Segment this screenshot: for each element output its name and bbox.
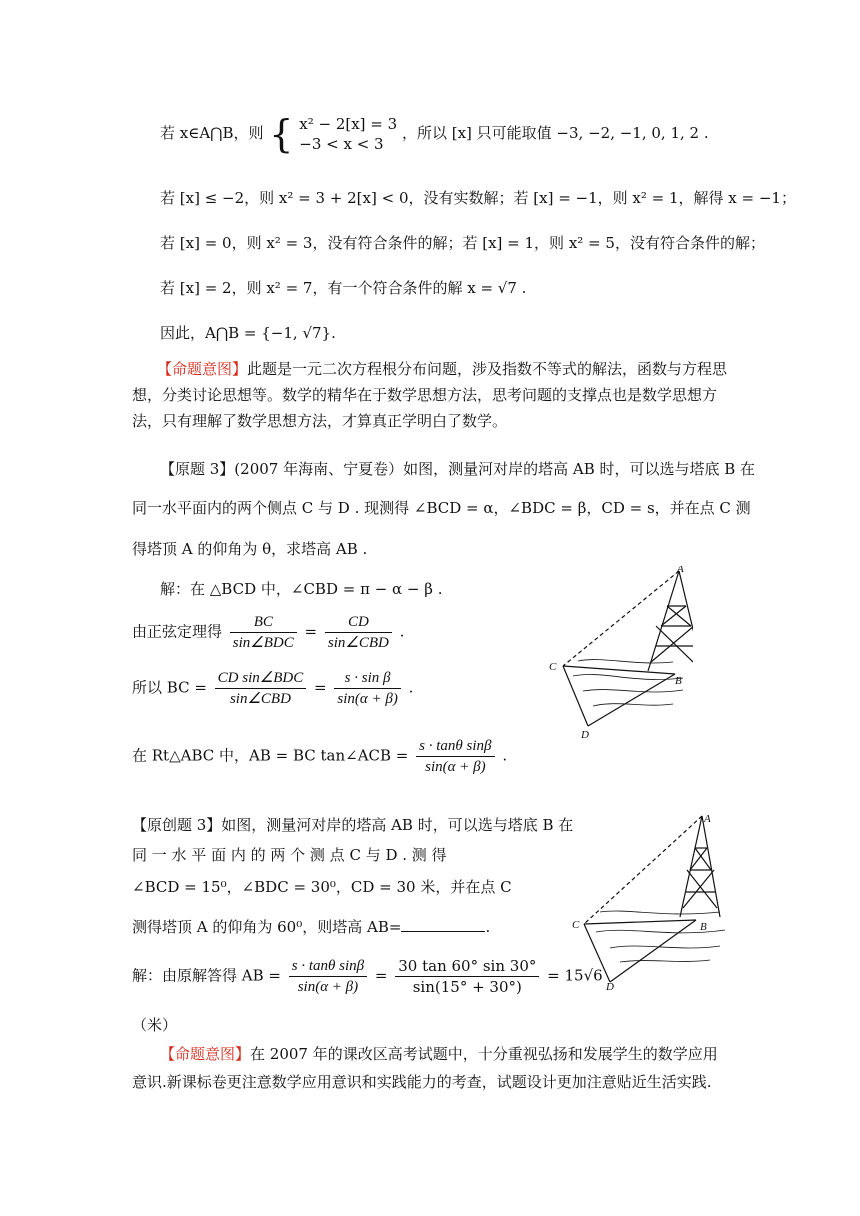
denominator: sin∠CBD	[229, 691, 291, 707]
equals: =	[314, 678, 327, 697]
solution-step-1: 解：在 △BCD 中，∠CBD = π − α − β .	[160, 580, 443, 598]
step-3-prefix: 所以 BC =	[132, 678, 207, 697]
numerator: s · tanθ sinβ	[416, 736, 494, 757]
denominator: sin∠CBD	[327, 635, 389, 651]
numerator: CD	[325, 612, 392, 633]
period: .	[399, 622, 405, 641]
equals: =	[374, 966, 388, 985]
line-conclusion: 因此，A⋂B = {−1, √7}.	[160, 324, 336, 342]
original-3-line-2: 同 一 水 平 面 内 的 两 个 测 点 C 与 D . 测 得	[132, 846, 447, 864]
denominator: sin(α + β)	[425, 759, 486, 775]
line-case-1: 若 [x] ≤ −2，则 x² = 3 + 2[x] < 0，没有实数解；若 [x] = −1，则 x² = 1，解得 x = −1；	[160, 189, 796, 207]
intent-tag: 【命题意图】	[160, 1045, 251, 1063]
numerator: s · sin β	[334, 668, 400, 689]
intent-text: 此题是一元二次方程根分布问题，涉及指数不等式的解法，函数与方程思想，分类讨论思想等。数学的精华在于数学思想方法，思考问题的支撑点也是数学思想方法，只有理解了数学思想方法，才算真正学明白了数学。	[132, 360, 728, 430]
fraction	[334, 668, 400, 709]
question-prefix: 测得塔顶 A 的仰角为 60⁰，则塔高 AB=	[132, 918, 402, 936]
equation-2: −3 < x < 3	[299, 135, 384, 153]
numerator: s · tanθ sinβ	[289, 956, 367, 977]
original-3-line-3: ∠BCD = 15⁰，∠BDC = 30⁰，CD = 30 米，并在点 C	[132, 878, 512, 896]
text-prefix: 若 x∈A⋂B，则	[160, 124, 264, 142]
problem-3-line-2: 同一水平面内的两个侧点 C 与 D . 现测得 ∠BCD = α，∠BDC = β，CD = s，并在点 C 测	[132, 499, 751, 517]
equation-1: x² − 2[x] = 3	[299, 115, 398, 133]
line-case-2: 若 [x] = 0，则 x² = 3，没有符合条件的解；若 [x] = 1，则 x² = 5，没有符合条件的解；	[160, 234, 765, 252]
period: .	[485, 918, 491, 936]
original-3-line-1: 【原创题 3】如图，测量河对岸的塔高 AB 时，可以选与塔底 B 在	[132, 816, 574, 834]
fraction	[230, 612, 297, 653]
brace-icon: {	[269, 112, 294, 156]
solution-step-3	[132, 668, 413, 709]
fraction	[289, 956, 367, 997]
step-2-prefix: 由正弦定理得	[132, 622, 223, 641]
label-a: A	[677, 566, 684, 575]
label-b: B	[700, 921, 707, 933]
numerator: 30 tan 60° sin 30°	[395, 956, 539, 977]
solution-step-4	[132, 736, 507, 777]
fraction	[416, 736, 494, 777]
intent-text: 在 2007 年的课改区高考试题中，十分重视弘扬和发展学生的数学应用意识.新课标卷更注意数学应用意识和实践能力的考查，试题设计更加注意贴近生活实践.	[132, 1045, 718, 1091]
label-c: C	[549, 661, 557, 673]
line-case-3: 若 [x] = 2，则 x² = 7，有一个符合条件的解 x = √7 .	[160, 279, 527, 297]
tower-figure-2	[570, 812, 730, 992]
label-d: D	[606, 981, 614, 992]
label-c: C	[572, 919, 580, 931]
original-3-answer	[132, 956, 603, 997]
intent-tag: 【命题意图】	[157, 360, 248, 378]
intent-paragraph-1	[132, 356, 732, 434]
tower-figure-1	[543, 566, 693, 746]
denominator: sin∠BDC	[232, 635, 294, 651]
fraction	[215, 668, 307, 709]
denominator: sin(α + β)	[337, 691, 398, 707]
intent-paragraph-2	[132, 1040, 732, 1096]
denominator: sin(15° + 30°)	[412, 978, 522, 996]
problem-3-line-3: 得塔顶 A 的仰角为 θ，求塔高 AB .	[132, 540, 368, 558]
solution-step-2	[132, 612, 404, 653]
equation-system	[299, 114, 397, 154]
label-a: A	[704, 813, 711, 825]
fraction	[325, 612, 392, 653]
equals: =	[304, 622, 318, 641]
result: = 15√6	[547, 966, 603, 985]
label-d: D	[581, 729, 589, 741]
unit-label: （米）	[132, 1016, 178, 1034]
period: .	[502, 746, 508, 765]
answer-blank	[401, 917, 485, 932]
original-3-line-4	[132, 916, 490, 938]
answer-prefix: 解：由原解答得 AB =	[132, 966, 281, 985]
line-intersection-condition	[160, 114, 709, 154]
step-4-prefix: 在 Rt△ABC 中，AB = BC tan∠ACB =	[132, 746, 409, 765]
label-b: B	[675, 675, 682, 687]
problem-3-line-1: 【原题 3】(2007 年海南、宁夏卷）如图，测量河对岸的塔高 AB 时，可以选与塔底 B 在	[160, 460, 756, 478]
fraction	[395, 956, 539, 997]
numerator: BC	[230, 612, 297, 633]
period: .	[408, 678, 414, 697]
text-suffix: ，所以 [x] 只可能取值 −3, −2, −1, 0, 1, 2 .	[401, 124, 709, 142]
denominator: sin(α + β)	[297, 979, 359, 995]
numerator: CD sin∠BDC	[215, 668, 307, 689]
